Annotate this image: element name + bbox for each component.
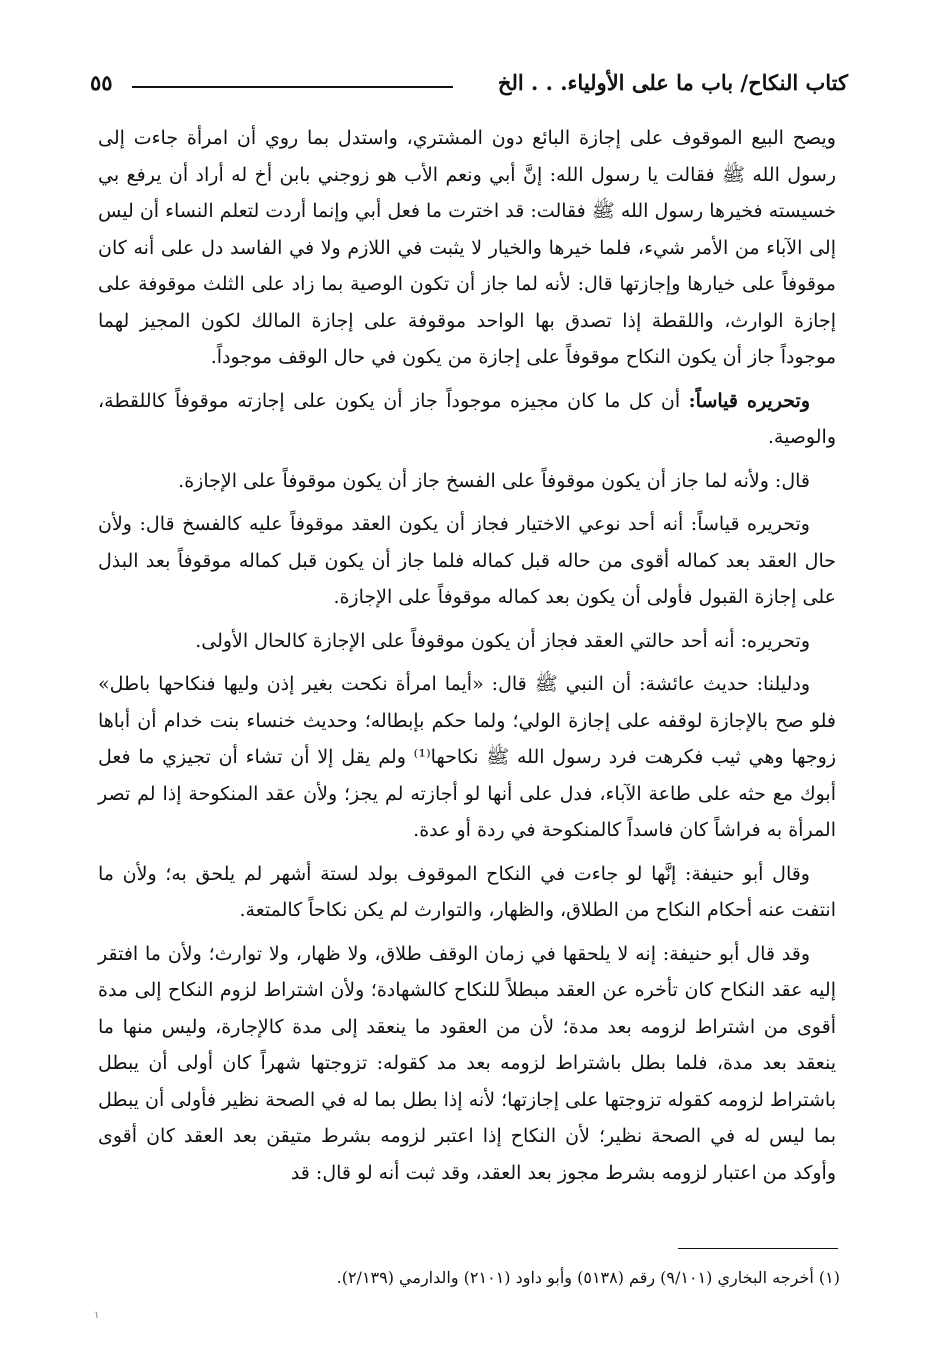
footnote-separator xyxy=(678,1248,838,1249)
footnote: (١) أخرجه البخاري (٩/١٠١) رقم (٥١٣٨) وأبو داود (٢١٠١) والدارمي (٢/١٣٩). xyxy=(336,1268,840,1287)
paragraph: وتحريره قياساً: أن كل ما كان مجيزه موجوداً جاز أن يكون على إجازته موقوفاً كاللقطة، والوصية. xyxy=(98,389,836,448)
body-text xyxy=(98,120,836,1198)
running-header xyxy=(90,70,848,106)
paragraph: وقال أبو حنيفة: إنَّها لو جاءت في النكاح الموقوف بولد لستة أشهر لم يلحق به؛ ولأن ما انتفت عنه أحكام النكاح من الطلاق، والظهار، والتوارث لم يكن نكاحاً كالمتعة. xyxy=(98,862,836,921)
header-title: كتاب النكاح/ باب ما على الأولياء. . . الخ xyxy=(497,70,848,95)
paragraph: ويصح البيع الموقوف على إجازة البائع دون المشتري، واستدل بما روي أن امرأة جاءت إلى رسول الله ﷺ فقالت يا رسول الله: إنَّ أبي ونعم الأب هو زوجني بابن أخ له أراد أن يرفع بي خسيسته فخيرها رسول الله ﷺ فقالت: قد اخترت ما فعل أبي وإنما أردت لتعلم النساء أن ليس إلى الآباء من الأمر شيء، فلما خيرها والخيار لا يثبت في اللازم ولا في الفاسد دل على أنه كان موقوفاً على خيارها وإجازتها قال: لأنه لما جاز أن تكون الوصية بما زاد على الثلث موقوفة على إجازة الوارث، واللقطة إذا تصدق بها الواحد موقوفة على إجازة المالك لكون المجيز لهما موجوداً جاز أن يكون النكاح موقوفاً على إجازة من يكون في حال الوقف موجوداً. xyxy=(98,127,836,368)
paragraph: قال: ولأنه لما جاز أن يكون موقوفاً على الفسخ جاز أن يكون موقوفاً على الإجازة. xyxy=(178,469,810,492)
paragraph: وتحريره: أنه أحد حالتي العقد فجاز أن يكون موقوفاً على الإجازة كالحال الأولى. xyxy=(195,629,810,652)
page-number: ٥٥ xyxy=(90,70,113,95)
paragraph: وتحريره قياساً: أنه أحد نوعي الاختيار فجاز أن يكون العقد موقوفاً عليه كالفسخ قال: ولأن حال العقد بعد كماله أقوى من حاله قبل كماله فلما جاز أن يكون قبل كماله موقوفاً بعد البذل على إجازة القبول فأولى أن يكون بعد كماله موقوفاً على الإجازة. xyxy=(98,513,836,608)
paragraph: ودليلنا: حديث عائشة: أن النبي ﷺ قال: «أيما امرأة نكحت بغير إذن وليها فنكاحها باطل» فلو صح بالإجازة لوقفه على إجازة الولي؛ ولما حكم بإبطاله؛ وحديث خنساء بنت خدام أن أباها زوجها وهي ثيب فكرهت فرد رسول الله ﷺ نكاحها⁽¹⁾ ولم يقل إلا أن تشاء أن تجيزي ما فعل أبوك مع حثه على طاعة الآباء، فدل على أنها لو أجازته لم يجز؛ ولأن عقد المنكوحة إذا لم تصر المرأة به فراشاً كان فاسداً كالمنكوحة في ردة أو عدة. xyxy=(98,673,836,841)
header-rule xyxy=(132,86,453,88)
paragraph-lead: وتحريره قياساً: xyxy=(688,389,810,412)
page-mark: ١ xyxy=(94,1310,100,1321)
paragraph: وقد قال أبو حنيفة: إنه لا يلحقها في زمان الوقف طلاق، ولا ظهار، ولا توارث؛ ولأن ما افتقر إليه عقد النكاح كان تأخره عن العقد مبطلاً للنكاح كالشهادة؛ ولأن اشتراط لزوم النكاح إلى مدة أقوى من اشتراط لزومه بعد مدة؛ لأن من العقود ما ينعقد إلى مدة كالإجارة، وليس منها ما ينعقد بعد مدة، فلما بطل باشتراط لزومه بعد مد كقوله: تزوجتها شهراً كان أولى أن يبطل باشتراط لزومه كقوله تزوجتها على إجازتها؛ لأنه إذا بطل بما له في الصحة نظير فأولى أن يبطل بما ليس له في الصحة نظير؛ لأن النكاح إذا اعتبر لزومه بشرط متيقن بعد العقد كان أقوى وأوكد من اعتبار لزومه بشرط مجوز بعد العقد، وقد ثبت أنه لو قال: قد xyxy=(98,942,836,1184)
